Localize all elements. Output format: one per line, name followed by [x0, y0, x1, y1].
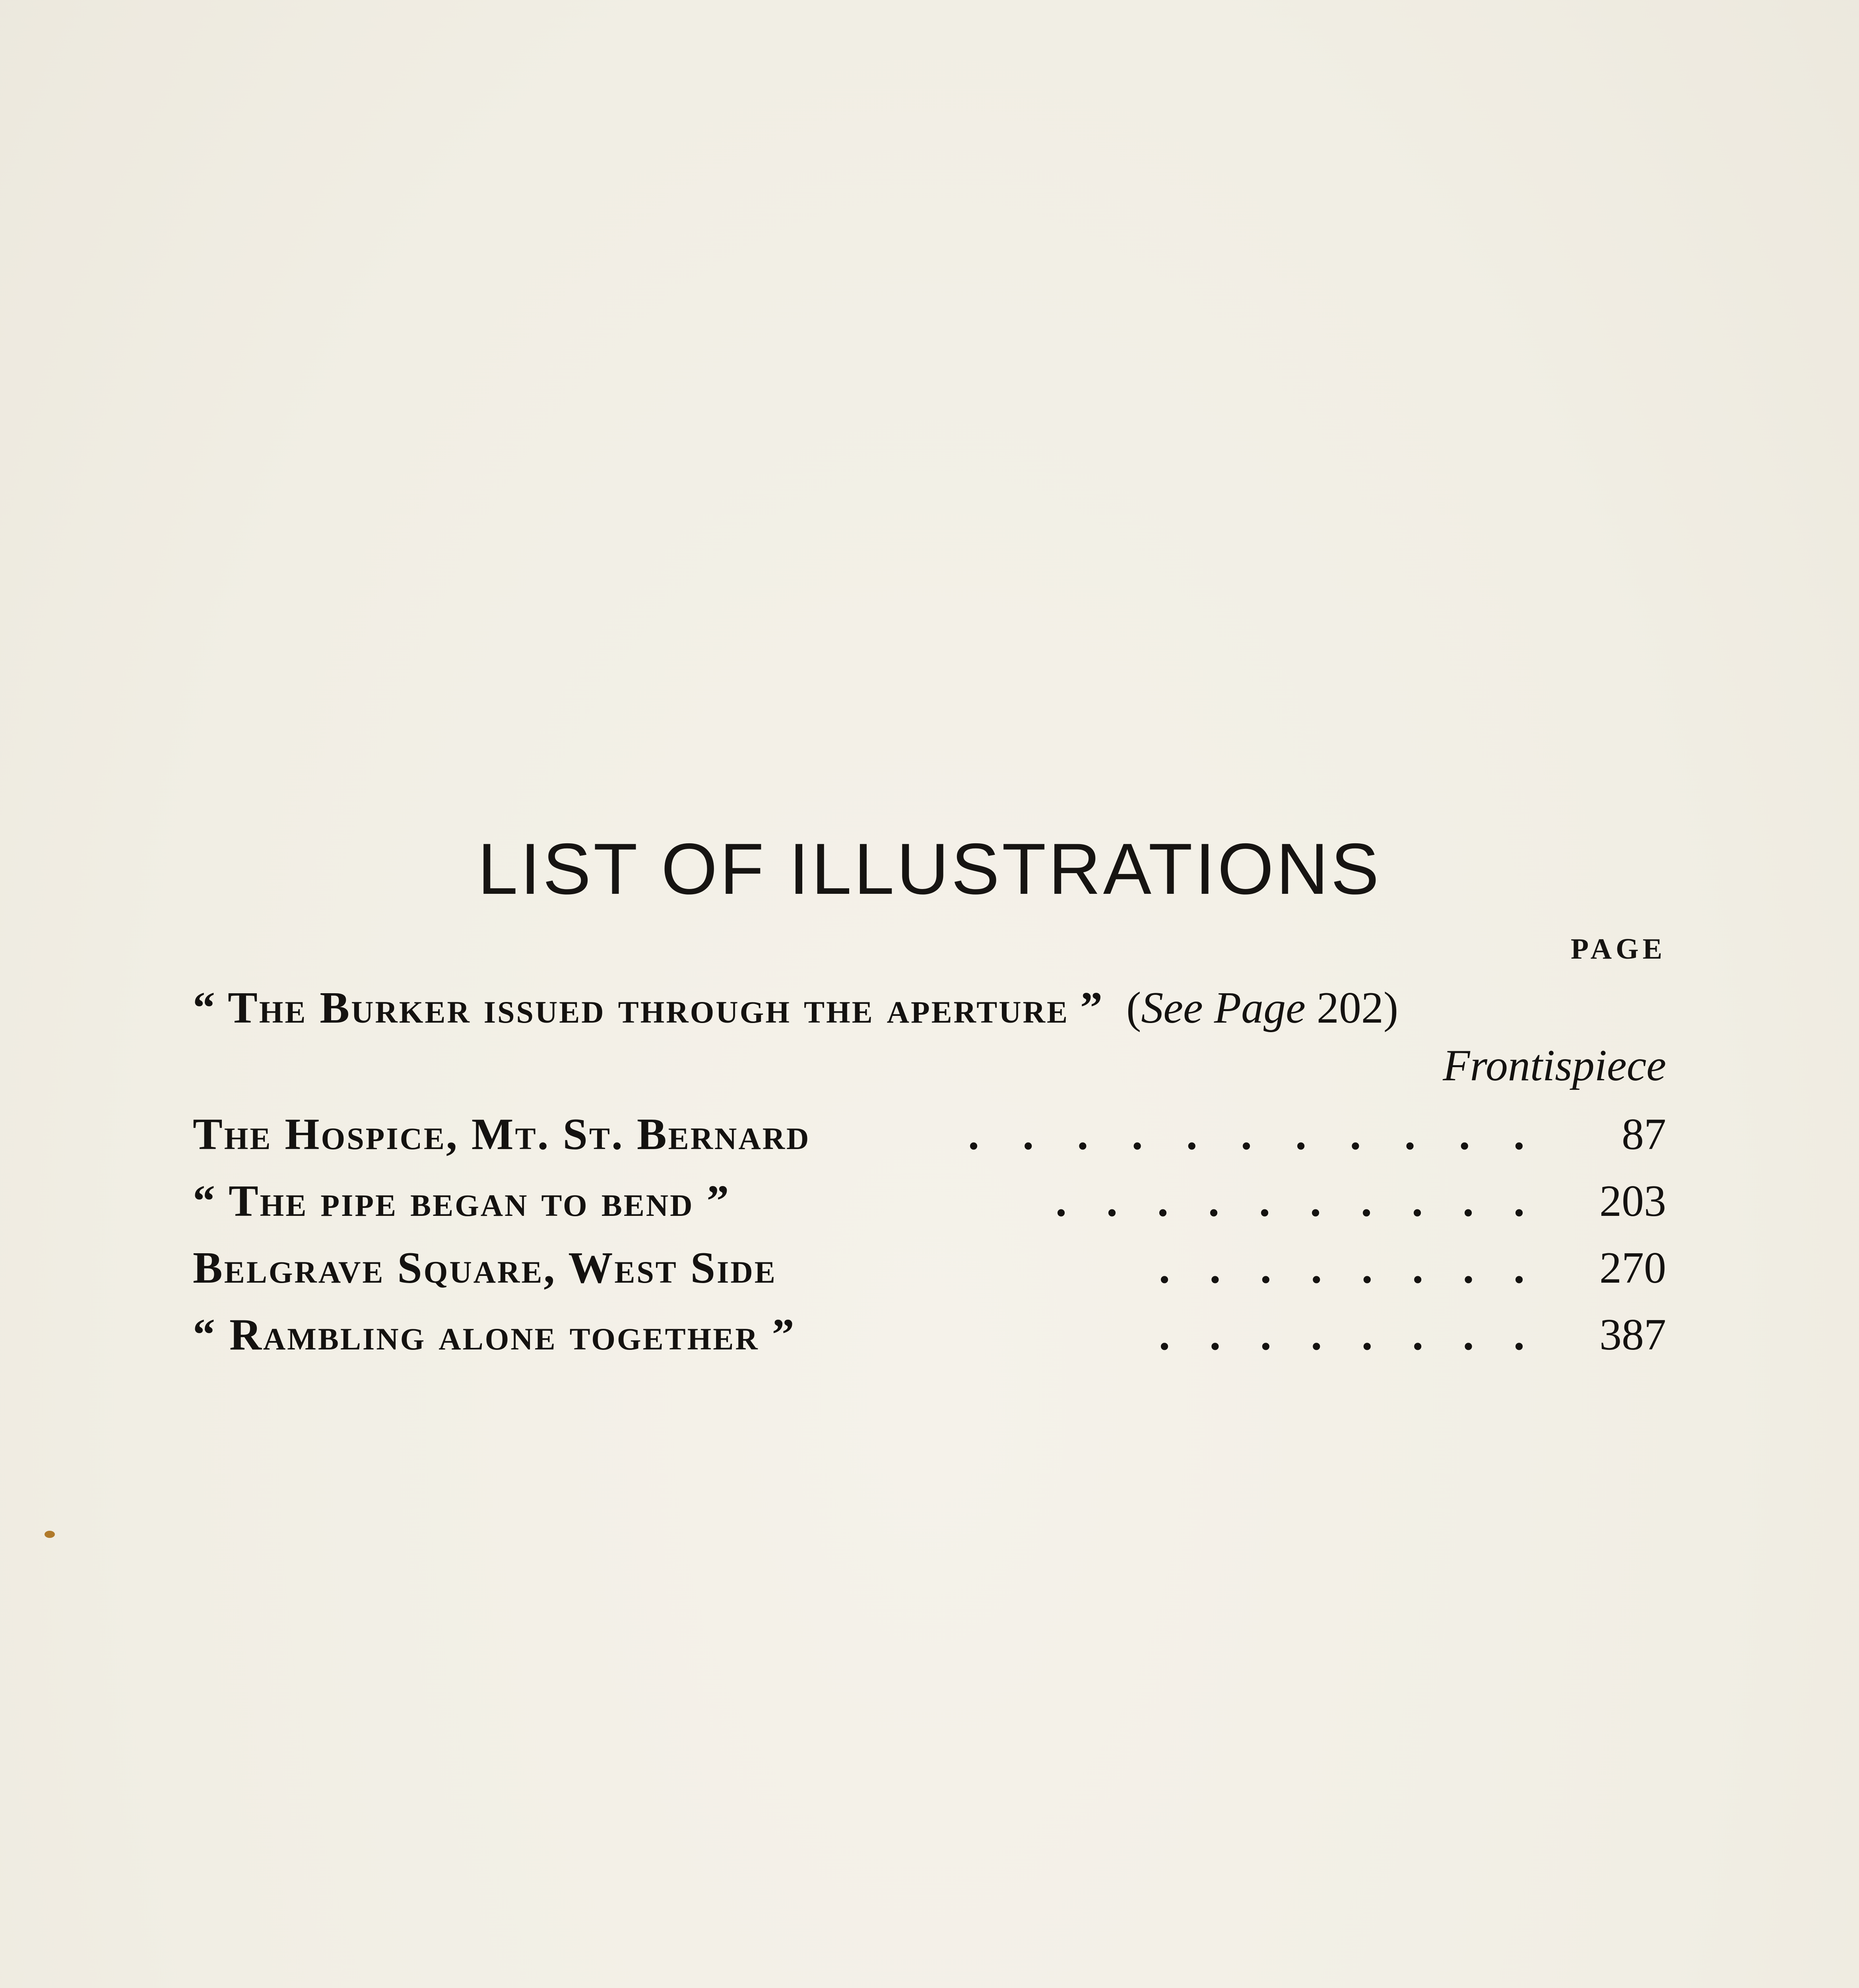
illustration-entry [193, 1105, 1666, 1164]
illustration-entry [193, 1171, 1666, 1231]
paper-speck [45, 1531, 55, 1538]
entry-page-number: 387 [1599, 1310, 1666, 1359]
entry-page-number: 87 [1622, 1110, 1666, 1159]
illustration-entry-frontispiece [193, 978, 1666, 1038]
illustration-entry [193, 1305, 1666, 1365]
see-page-number: 202) [1305, 983, 1399, 1033]
entry-title: “ Rambling alone together ” [193, 1310, 796, 1359]
entry-label [193, 978, 1398, 1038]
open-quote: “ [193, 983, 217, 1033]
entry-title: Belgrave Square, West Side [193, 1243, 777, 1293]
close-quote: ” [1080, 983, 1104, 1033]
frontispiece-label: Frontispiece [1443, 1041, 1666, 1090]
see-page-note: See Page [1141, 983, 1306, 1033]
entry-title: The Burker issued through the aperture [228, 983, 1069, 1033]
entry-page-number: 270 [1599, 1243, 1666, 1293]
note-open: ( [1126, 983, 1141, 1033]
illustration-entry [193, 1238, 1666, 1298]
entry-title: “ The pipe began to bend ” [193, 1176, 731, 1226]
dot-leader: . . . . . . . . [1159, 1243, 1525, 1293]
dot-leader: . . . . . . . . [1159, 1310, 1525, 1359]
dot-leader: . . . . . . . . . . [1056, 1176, 1525, 1226]
entry-page-number: 203 [1599, 1176, 1666, 1226]
page-title: LIST OF ILLUSTRATIONS [477, 828, 1382, 909]
page-column-header: PAGE [1570, 933, 1666, 965]
entry-title: The Hospice, Mt. St. Bernard [193, 1110, 811, 1159]
dot-leader: . . . . . . . . . . . [968, 1110, 1525, 1159]
